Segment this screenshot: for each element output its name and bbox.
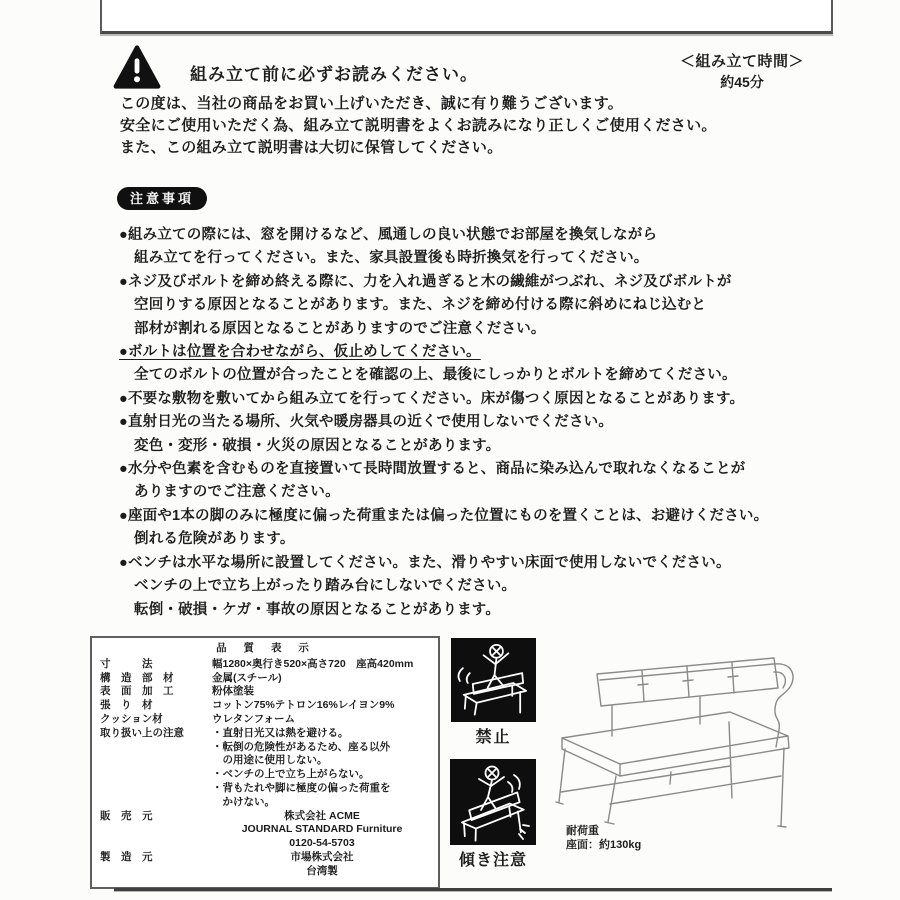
caution-line: ●ネジ及びボルトを締め終える際に、力を入れ過ぎると木の繊維がつぶれ、ネジ及びボルトが — [119, 273, 732, 290]
warning-triangle-icon — [113, 44, 161, 92]
caution-line: ●不要な敷物を敷いてから組み立てを行ってください。床が傷つく原因となることがあります。 — [119, 390, 745, 407]
caution-line: 組み立てを行ってください。また、家具設置後も時折換気を行ってください。 — [134, 250, 649, 267]
caution-list — [119, 224, 900, 622]
cutoff-title-box — [100, 0, 833, 34]
caution-line: ●ベンチは水平な場所に設置してください。また、滑りやすい床面で使用しないでください。 — [119, 554, 731, 571]
table-row-maker — [100, 851, 432, 879]
caution-line: ●座面や1本の脚のみに極度に偏った荷重または偏った位置にものを置くことは、お避けください。 — [119, 507, 769, 524]
prohibit-pictogram-icon — [451, 638, 536, 722]
note-line: ・ベンチの上で立ち上がらない。 — [212, 768, 370, 781]
bench-illustration — [552, 652, 802, 837]
spec-table-title: 品 質 表 示 — [216, 642, 316, 654]
table-row — [100, 685, 432, 699]
caution-item — [119, 224, 900, 271]
maker-line: 台湾製 — [306, 864, 338, 877]
caution-item — [119, 341, 900, 388]
assembly-time-value: 約45分 — [720, 74, 764, 90]
load-capacity-note — [566, 824, 641, 852]
spec-value — [212, 810, 432, 851]
seller-line: JOURNAL STANDARD Furniture — [241, 823, 403, 836]
seller-phone: 0120-54-5703 — [289, 837, 355, 850]
note-line: ・背もたれや脚に極度の偏った荷重を — [212, 781, 391, 794]
table-row — [100, 713, 432, 727]
spec-label: 製 造 元 — [100, 850, 153, 863]
table-row — [100, 658, 432, 672]
caution-item — [119, 458, 900, 505]
caution-item — [119, 388, 900, 411]
caution-line: ベンチの上で立ち上がったり踏み台にしないでください。 — [134, 578, 517, 595]
caution-line-underlined: ●ボルトは位置を合わせながら、仮止めしてください。 — [119, 344, 481, 361]
spec-value: ウレタンフォーム — [212, 712, 296, 725]
caution-item — [119, 271, 900, 341]
caution-line: ありますのでご注意ください。 — [134, 484, 340, 501]
seller-line: 株式会社 ACME — [284, 809, 360, 822]
tilt-caution-label: 傾き注意 — [458, 852, 527, 869]
caution-item — [119, 411, 900, 458]
maker-line: 市場株式会社 — [290, 850, 354, 863]
assembly-time-block — [652, 50, 832, 92]
caution-line: ●組み立ての際には、窓を開けるなど、風通しの良い状態でお部屋を換気しながら — [119, 227, 658, 243]
note-line: ・転倒の危険性があるため、座る以外 — [212, 740, 391, 753]
spec-value: 粉体塗装 — [212, 685, 254, 698]
caution-item — [119, 505, 900, 552]
spec-value: 幅1280×奥行き520×高さ720 座高420mm — [212, 657, 414, 670]
spec-value — [212, 727, 432, 810]
spec-value — [212, 851, 432, 879]
intro-paragraph — [120, 93, 890, 158]
spec-label: 取り扱い上の注意 — [100, 726, 184, 739]
table-row-seller — [100, 810, 432, 851]
assembly-time-label: ＜組み立て時間＞ — [679, 53, 804, 70]
spec-label: 寸 法 — [100, 657, 153, 670]
spec-label: 販 売 元 — [100, 809, 153, 822]
prohibit-label: 禁止 — [475, 729, 512, 746]
spec-label: 張 り 材 — [100, 699, 153, 712]
caution-item — [119, 552, 900, 622]
caution-line: ●水分や色素を含むものを直接置いて長時間放置すると、商品に染み込んで取れなくなることが — [119, 461, 746, 478]
spec-label: 構 造 部 材 — [100, 671, 174, 684]
note-line: ・直射日光又は熱を避ける。 — [212, 726, 349, 739]
spec-label: 表 面 加 工 — [100, 685, 174, 698]
table-row — [100, 672, 432, 686]
caution-line: 変色・変形・破損・火災の原因となることがあります。 — [134, 437, 501, 454]
spec-value: 金属(スチール) — [212, 671, 282, 684]
spec-value: コットン75%テトロン16%レイヨン9% — [212, 699, 395, 712]
note-line: かけない。 — [212, 795, 275, 808]
caution-line: 転倒・破損・ケガ・事故の原因となることがあります。 — [134, 601, 501, 618]
spec-label: クッション材 — [100, 712, 163, 725]
bottom-divider — [114, 888, 832, 891]
read-before-heading: 組み立て前に必ずお読みください。 — [190, 65, 478, 84]
intro-line: この度は、当社の商品をお買い上げいただき、誠に有り難うございます。 — [120, 95, 624, 112]
intro-line: 安全にご使用いただく為、組み立て説明書をよくお読みになり正しくご使用ください。 — [120, 116, 717, 134]
load-capacity-value: 座面：約130kg — [566, 839, 642, 851]
caution-line: 全てのボルトの位置が合ったことを確認の上、最後にしっかりとボルトを締めてください。 — [134, 367, 737, 384]
caution-badge: 注意事項 — [117, 187, 207, 210]
caution-line: 空回りする原因となることがあります。また、ネジを締め付ける際に斜めにねじ込むと — [134, 297, 707, 314]
table-row — [100, 699, 432, 713]
caution-line: 倒れる危険があります。 — [134, 531, 295, 548]
caution-line: 部材が割れる原因となることがありますのでご注意ください。 — [134, 320, 546, 337]
load-capacity-title: 耐荷重 — [566, 825, 599, 837]
table-row-handling-note — [100, 727, 432, 810]
quality-spec-table — [90, 636, 440, 889]
caution-line: ●直射日光の当たる場所、火気や暖房器具の近くで使用しないでください。 — [119, 414, 614, 431]
tilt-caution-pictogram-icon — [450, 759, 536, 845]
intro-line: また、この組み立て説明書は大切に保管してください。 — [120, 138, 503, 156]
note-line: の用途に使用しない。 — [212, 754, 328, 767]
